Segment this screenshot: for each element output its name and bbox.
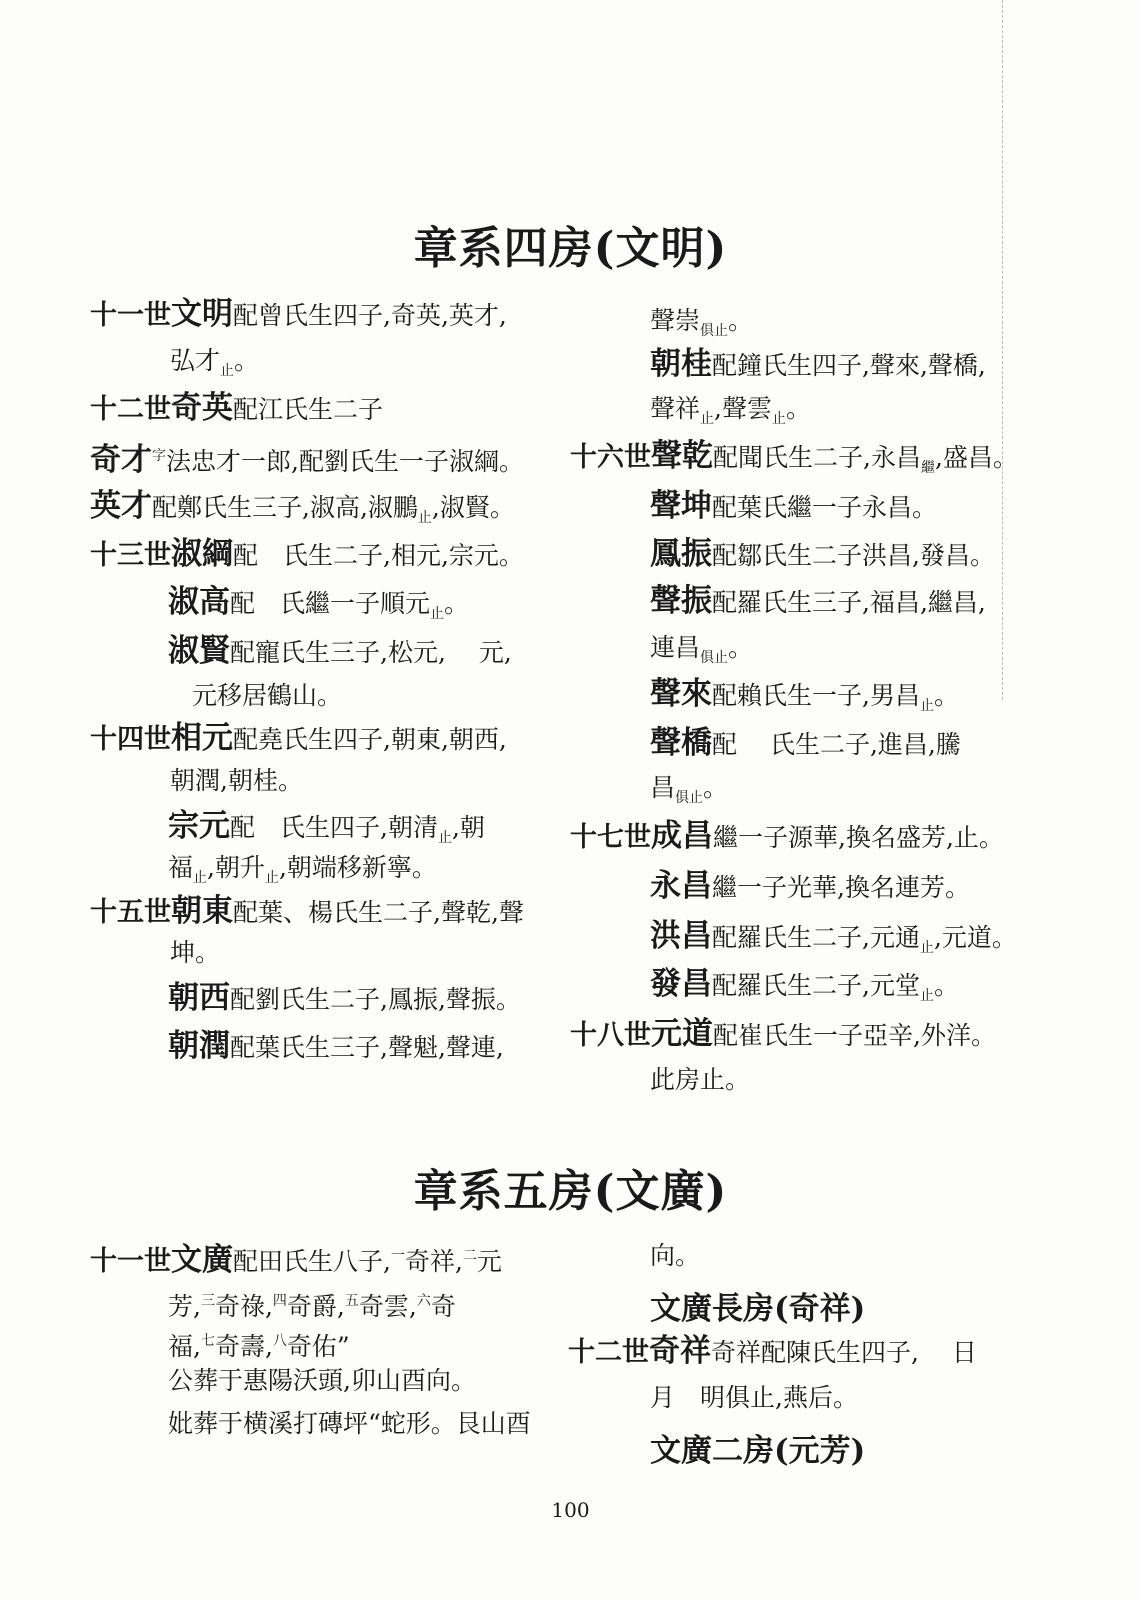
- person-name: 永昌: [650, 868, 712, 904]
- entry-text: 昌: [650, 773, 676, 802]
- entry-line: [90, 895, 524, 929]
- person-name: 朝東: [171, 893, 233, 929]
- entry-text: 奇祿,: [214, 1292, 273, 1321]
- entry-line: [570, 1018, 996, 1052]
- entry-text: 配鄭氏生三子,淑高,淑鵬: [152, 493, 418, 522]
- entry-line: [168, 635, 512, 669]
- fold-line: [1002, 0, 1003, 700]
- person-name: 相元: [171, 720, 233, 756]
- person-name: 鳳振: [650, 536, 712, 572]
- entry-text: 。: [728, 306, 754, 335]
- entry-text: 奇爵,: [286, 1292, 345, 1321]
- entry-line: [192, 680, 342, 712]
- entry-text: 奇佑”: [286, 1332, 350, 1361]
- entry-text: 配羅氏生三子,福昌,繼昌,: [712, 588, 986, 617]
- entry-text: 配堯氏生四子,朝東,朝西,: [233, 725, 507, 754]
- person-name: 淑賢: [168, 633, 230, 669]
- generation: 十二世: [90, 394, 171, 425]
- person-name: 奇才: [90, 442, 152, 478]
- ordinal: 一: [390, 1248, 405, 1264]
- entry-line: [650, 1064, 750, 1096]
- entry-line: [570, 440, 1018, 484]
- generation: 十七世: [570, 822, 651, 853]
- entry-line: [90, 1240, 502, 1278]
- entry-text: ,朝: [451, 813, 485, 842]
- entry-text: 向。: [650, 1241, 701, 1270]
- entry-line: [168, 982, 521, 1016]
- entry-line: [570, 820, 1004, 854]
- entry-text: ,朝升: [207, 853, 265, 882]
- entry-text: 奇雲,: [358, 1292, 417, 1321]
- entry-text: 。: [728, 633, 754, 662]
- person-name: 淑高: [168, 584, 230, 620]
- generation: 十一世: [90, 300, 171, 331]
- entry-line: [650, 632, 753, 674]
- entry-line: [170, 345, 259, 387]
- entry-text: 配鐘氏生四子,聲來,聲橋,: [712, 351, 986, 380]
- entry-line: [168, 810, 485, 854]
- ordinal: 五: [344, 1293, 359, 1309]
- entry-text: 聲祥: [650, 394, 701, 423]
- person-name: 聲乾: [651, 438, 713, 474]
- section-title-fang5: 章系五房(文廣): [413, 1166, 728, 1217]
- entry-text: 。: [933, 971, 959, 1000]
- entry-text: ,聲雲: [714, 394, 772, 423]
- entry-line: [90, 440, 524, 478]
- generation: 十二世: [568, 1337, 649, 1368]
- person-name: 英才: [90, 488, 152, 524]
- entry-text: 奇祥配陳氏生四子, 日: [711, 1338, 977, 1367]
- entry-line: [650, 1382, 858, 1414]
- entry-text: 。: [444, 589, 470, 618]
- entry-text: 月 明俱止,燕后。: [650, 1383, 858, 1412]
- entry-line: [168, 852, 437, 894]
- entry-line: [650, 870, 970, 904]
- annotation: 止: [771, 411, 786, 427]
- annotation: 繼: [920, 460, 935, 476]
- annotation: 俱止: [700, 323, 729, 339]
- generation: 十四世: [90, 724, 171, 755]
- entry-text: 。: [703, 773, 729, 802]
- entry-line: [168, 586, 469, 630]
- entry-line: [168, 1408, 531, 1440]
- subsection-heading: 文廣二房(元芳): [650, 1433, 866, 1469]
- generation: 十五世: [90, 897, 171, 928]
- person-name: 奇祥: [649, 1333, 711, 1369]
- entry-line: [90, 490, 515, 534]
- entry-line: [650, 490, 937, 524]
- generation: 十八世: [570, 1020, 651, 1051]
- annotation: 止: [700, 411, 715, 427]
- entry-text: 元移居鶴山。: [192, 681, 343, 710]
- entry-text: 配葉氏繼一子永昌。: [712, 493, 938, 522]
- entry-text: ,朝端移新寧。: [278, 853, 437, 882]
- section-title-fang4: 章系四房(文明): [413, 223, 728, 274]
- entry-line: [168, 1325, 350, 1363]
- entry-line: [650, 772, 728, 814]
- annotation: 止: [437, 830, 452, 846]
- entry-text: 配 氏生二子,相元,宗元。: [233, 541, 524, 570]
- ordinal: 八: [272, 1333, 287, 1349]
- entry-text: 配聞氏生二子,永昌: [713, 443, 921, 472]
- entry-text: 配葉氏生三子,聲魁,聲連,: [230, 1033, 504, 1062]
- entry-line: [650, 393, 811, 435]
- entry-text: ,盛昌。: [934, 443, 1018, 472]
- entry-text: 配鄒氏生二子洪昌,發昌。: [712, 541, 995, 570]
- ordinal: 六: [416, 1293, 431, 1309]
- person-name: 朝桂: [650, 346, 712, 382]
- annotation: 止: [430, 606, 445, 622]
- entry-text: 公葬于惠陽沃頭,卯山酉向。: [168, 1366, 476, 1395]
- entry-text: 坤。: [170, 938, 221, 967]
- entry-text: 。: [933, 681, 959, 710]
- entry-text: 配 氏生二子,進昌,騰: [712, 730, 961, 759]
- entry-line: [650, 538, 995, 572]
- entry-text: 配田氏生八子,: [233, 1247, 391, 1276]
- subsection-heading: 文廣長房(奇祥): [650, 1291, 866, 1327]
- person-name: 文廣: [171, 1242, 233, 1278]
- entry-text: 配劉氏生二子,鳳振,聲振。: [230, 985, 521, 1014]
- entry-text: 繼一子光華,換名連芳。: [712, 873, 970, 902]
- entry-line: [90, 392, 383, 426]
- entry-text: 福: [168, 853, 194, 882]
- entry-line: [650, 1240, 700, 1272]
- entry-text: 配賴氏生一子,男昌: [712, 681, 920, 710]
- entry-text: 奇祥,: [404, 1247, 463, 1276]
- entry-text: 連昌: [650, 633, 701, 662]
- annotation: 字: [152, 448, 166, 464]
- entry-text: 配 氏生四子,朝清: [230, 813, 438, 842]
- annotation: 止: [220, 363, 235, 379]
- person-name: 淑綱: [171, 536, 233, 572]
- person-name: 朝潤: [168, 1028, 230, 1064]
- annotation: 止: [919, 988, 934, 1004]
- ordinal: 四: [272, 1293, 287, 1309]
- ordinal: 三: [200, 1293, 215, 1309]
- entry-line: [650, 305, 753, 347]
- entry-text: 奇壽,: [214, 1332, 273, 1361]
- annotation: 止: [417, 510, 432, 526]
- generation: 十六世: [570, 442, 651, 473]
- entry-text: 繼一子源華,換名盛芳,止。: [713, 823, 1004, 852]
- entry-text: ,淑賢。: [431, 493, 515, 522]
- person-name: 奇英: [171, 390, 233, 426]
- person-name: 聲坤: [650, 488, 712, 524]
- entry-line: [170, 765, 303, 797]
- entry-text: 朝潤,朝桂。: [170, 766, 303, 795]
- entry-line: [168, 1285, 456, 1323]
- person-name: 聲振: [650, 583, 712, 619]
- person-name: 聲橋: [650, 725, 712, 761]
- entry-text: 配曾氏生四子,奇英,英才,: [233, 301, 507, 330]
- entry-text: 福,: [168, 1332, 201, 1361]
- entry-text: 配葉、楊氏生二子,聲乾,聲: [233, 898, 524, 927]
- entry-text: 芳,: [168, 1292, 201, 1321]
- entry-line: [170, 937, 220, 969]
- annotation: 止: [193, 870, 208, 886]
- person-name: 朝西: [168, 980, 230, 1016]
- entry-line: [90, 538, 524, 572]
- annotation: 俱止: [675, 790, 704, 806]
- entry-line: [568, 1335, 977, 1369]
- entry-line: [650, 727, 961, 761]
- entry-line: [650, 348, 986, 382]
- entry-text: 配寵氏生三子,松元, 元,: [230, 638, 512, 667]
- person-name: 洪昌: [650, 918, 712, 954]
- entry-text: 奇: [430, 1292, 456, 1321]
- person-name: 成昌: [651, 818, 713, 854]
- entry-text: 配羅氏生二子,元堂: [712, 971, 920, 1000]
- ordinal: 二: [462, 1248, 477, 1264]
- entry-text: 配崔氏生一子亞辛,外洋。: [713, 1021, 996, 1050]
- entry-text: 配羅氏生二子,元通: [712, 923, 920, 952]
- entry-line: [650, 920, 1017, 964]
- entry-text: 法忠才一郎,配劉氏生一子淑綱。: [166, 447, 524, 476]
- entry-text: 妣葬于横溪打磚坪“蛇形。艮山酉: [168, 1409, 531, 1438]
- annotation: 止: [919, 940, 934, 956]
- entry-text: ,元道。: [933, 923, 1017, 952]
- annotation: 止: [264, 870, 279, 886]
- entry-line: [90, 722, 507, 756]
- entry-text: 。: [234, 346, 260, 375]
- ordinal: 七: [200, 1333, 215, 1349]
- person-name: 聲來: [650, 676, 712, 712]
- entry-line: [168, 1365, 476, 1397]
- generation: 十三世: [90, 540, 171, 571]
- entry-text: 。: [785, 394, 811, 423]
- entry-line: [650, 585, 986, 619]
- generation: 十一世: [90, 1246, 171, 1277]
- annotation: 俱止: [700, 650, 729, 666]
- entry-line: [650, 678, 959, 722]
- entry-text: 配 氏繼一子順元: [230, 589, 431, 618]
- entry-text: 弘才: [170, 346, 221, 375]
- entry-text: 此房止。: [650, 1065, 751, 1094]
- entry-text: 配江氏生二子: [233, 395, 384, 424]
- person-name: 宗元: [168, 808, 230, 844]
- entry-text: 聲崇: [650, 306, 701, 335]
- annotation: 止: [919, 698, 934, 714]
- entry-line: [90, 298, 507, 332]
- person-name: 元道: [651, 1016, 713, 1052]
- person-name: 文明: [171, 296, 233, 332]
- entry-line: [650, 968, 959, 1012]
- entry-text: 元: [476, 1247, 502, 1276]
- entry-line: [168, 1030, 504, 1064]
- person-name: 發昌: [650, 966, 712, 1002]
- page-number: 100: [551, 1498, 590, 1522]
